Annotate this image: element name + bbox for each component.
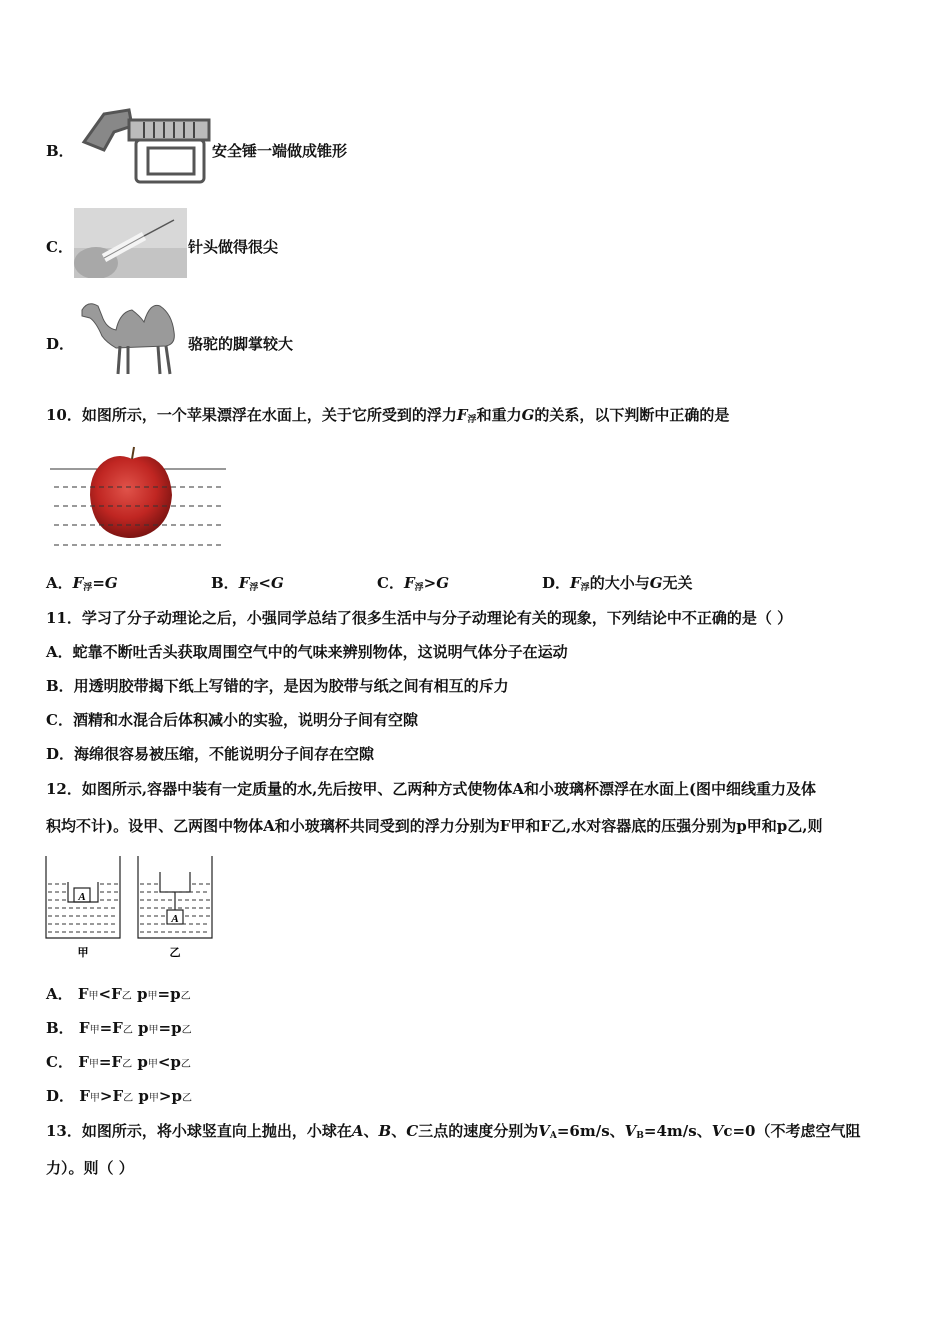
- q11-option-b[interactable]: B．用透明胶带揭下纸上写错的字，是因为胶带与纸之间有相互的斥力: [46, 677, 509, 695]
- q12-option-d-s2: 乙: [123, 1093, 134, 1104]
- q10-option-a-f: F: [72, 574, 84, 592]
- q12-label-a-jia: A: [78, 891, 86, 903]
- q10-option-b-f: F: [238, 574, 250, 592]
- q12-option-d-s1: 甲: [89, 1093, 100, 1104]
- q12-option-b-f2: F: [112, 1019, 123, 1037]
- q12-option-c-p2: p: [170, 1053, 181, 1071]
- q12-option-c-p1: p: [137, 1053, 148, 1071]
- q12-option-c-letter: C．: [46, 1053, 73, 1071]
- q13-stem-line2: 力）。则（ ）: [46, 1159, 134, 1177]
- q12-option-d-f2: F: [112, 1087, 124, 1105]
- q13-line1-a: 13．如图所示，将小球竖直向上抛出，小球在: [46, 1122, 352, 1140]
- q12-option-c[interactable]: [46, 1051, 191, 1072]
- q10-option-d-g: G: [649, 574, 663, 592]
- q12-option-a-s3: 甲: [147, 991, 158, 1002]
- q12-option-a-p1: p: [137, 985, 148, 1003]
- q10-option-b-g: G: [270, 574, 284, 592]
- q10-option-c-sym: >: [423, 574, 437, 592]
- q13-point-a: A: [351, 1122, 364, 1140]
- q13-va-val: =6m/s、: [556, 1122, 625, 1140]
- q12-option-d-p1: p: [138, 1087, 149, 1105]
- q9-option-d-text: 骆驼的脚掌较大: [188, 335, 294, 353]
- q12-option-c-f2: F: [111, 1053, 123, 1071]
- q13-line1-b: 三点的速度分别为: [418, 1122, 539, 1140]
- q12-stem-line2: 积均不计)。设甲、乙两图中物体A和小玻璃杯共同受到的浮力分别为F甲和F乙,水对容器底的压强分别为p甲和p乙,则: [46, 817, 823, 835]
- q10-option-c-sub: 浮: [414, 583, 424, 593]
- q10-option-c-g: G: [436, 574, 450, 592]
- q13-point-b: B: [378, 1122, 392, 1140]
- q10-option-d-rest-a: 的大小与: [589, 574, 650, 592]
- q10-option-c-letter: C．: [377, 574, 404, 592]
- q13-vc-val: c=0（不考虑空气阻: [723, 1122, 861, 1140]
- q12-option-a-s4: 乙: [180, 991, 191, 1002]
- q12-option-c-s3: 甲: [147, 1059, 158, 1070]
- q12-option-a-op2: =: [157, 985, 171, 1003]
- q12-option-c-f1: F: [78, 1053, 89, 1071]
- q10-stem-part-c: 的关系，以下判断中正确的是: [534, 406, 730, 424]
- q12-option-b-p1: p: [138, 1019, 149, 1037]
- q13-vc: V: [711, 1122, 724, 1140]
- q12-option-b-op2: =: [158, 1019, 172, 1037]
- q11-option-a[interactable]: A．蛇靠不断吐舌头获取周围空气中的气味来辨别物体，这说明气体分子在运动: [46, 643, 568, 661]
- q10-f: F: [456, 406, 468, 424]
- q10-option-b-sub: 浮: [249, 583, 259, 593]
- q12-option-c-op2: <: [157, 1053, 171, 1071]
- q10-option-a-sym: =: [92, 574, 105, 592]
- q12-option-b-s4: 乙: [181, 1025, 192, 1036]
- q12-option-d-s4: 乙: [181, 1093, 192, 1104]
- q12-option-c-s4: 乙: [180, 1059, 191, 1070]
- q10-option-d-letter: D．: [542, 574, 571, 592]
- q12-option-a-f2: F: [111, 985, 122, 1003]
- q10-option-d-sub: 浮: [580, 583, 590, 593]
- q10-option-b-letter: B．: [211, 574, 239, 592]
- q12-option-c-op1: =: [98, 1053, 112, 1071]
- q9-option-c-letter: C．: [46, 238, 73, 256]
- q12-option-a-s2: 乙: [121, 991, 132, 1002]
- q12-option-d-p2: p: [171, 1087, 182, 1105]
- q10-option-a[interactable]: [46, 572, 118, 593]
- q12-option-d-op1: >: [99, 1087, 113, 1105]
- q12-label-a-yi: A: [171, 913, 179, 925]
- q12-option-a-p2: p: [170, 985, 181, 1003]
- q10-fu: 浮: [467, 415, 477, 425]
- q12-option-d[interactable]: [46, 1085, 192, 1106]
- q10-option-b-sym: <: [258, 574, 271, 592]
- q12-option-b[interactable]: [46, 1017, 192, 1038]
- q10-option-c-f: F: [403, 574, 415, 592]
- q11-option-d[interactable]: D．海绵很容易被压缩，不能说明分子间存在空隙: [46, 745, 375, 763]
- q11-stem: 11．学习了分子动理论之后，小强同学总结了很多生活中与分子动理论有关的现象，下列结论中不正确的是（ ）: [46, 609, 793, 627]
- q10-g: G: [521, 406, 535, 424]
- q13-stem-line1: [46, 1120, 861, 1141]
- q12-option-c-s1: 甲: [88, 1059, 99, 1070]
- q12-option-a-f1: F: [77, 985, 89, 1003]
- q12-label-jia: 甲: [77, 946, 89, 959]
- q12-option-b-letter: B．: [46, 1019, 74, 1037]
- syringe-icon: [74, 208, 187, 278]
- q10-option-b[interactable]: [211, 572, 284, 593]
- q13-vb-sub: B: [636, 1131, 644, 1141]
- safety-hammer-icon: [74, 102, 214, 192]
- q12-option-b-s1: 甲: [89, 1025, 100, 1036]
- q10-stem-part-b: 和重力: [476, 406, 522, 424]
- q10-stem: [46, 404, 729, 425]
- q12-option-a-letter: A．: [46, 985, 73, 1003]
- q10-stem-part-a: 10．如图所示，一个苹果漂浮在水面上，关于它所受到的浮力: [46, 406, 457, 424]
- q10-option-d[interactable]: [542, 572, 693, 593]
- q13-vb: V: [624, 1122, 637, 1140]
- q11-option-c[interactable]: C．酒精和水混合后体积减小的实验，说明分子间有空隙: [46, 711, 418, 729]
- q12-option-c-s2: 乙: [122, 1059, 133, 1070]
- q12-option-b-f1: F: [78, 1019, 90, 1037]
- q9-option-b-letter: B．: [46, 142, 74, 160]
- q12-option-d-f1: F: [79, 1087, 90, 1105]
- q10-option-c[interactable]: [377, 572, 449, 593]
- camel-icon: [76, 292, 184, 378]
- q12-option-a-op1: <: [98, 985, 112, 1003]
- q12-option-b-op1: =: [99, 1019, 113, 1037]
- q9-option-b-text: 安全锤一端做成锥形: [212, 142, 348, 160]
- q12-stem-line1: 12．如图所示,容器中装有一定质量的水,先后按甲、乙两种方式使物体A和小玻璃杯漂浮在水面上(图中细线重力及体: [46, 780, 817, 798]
- q10-option-d-f: F: [570, 574, 581, 592]
- q12-option-a-s1: 甲: [88, 991, 99, 1002]
- q12-option-b-s2: 乙: [122, 1025, 133, 1036]
- q10-option-d-rest-b: 无关: [662, 574, 693, 592]
- q13-sep-2: 、: [391, 1122, 407, 1140]
- q13-va: V: [538, 1122, 550, 1140]
- q10-option-a-g: G: [104, 574, 118, 592]
- q12-option-d-letter: D．: [46, 1087, 75, 1105]
- q13-sep-1: 、: [363, 1122, 379, 1140]
- q9-option-d-letter: D．: [46, 335, 75, 353]
- q12-option-b-p2: p: [171, 1019, 182, 1037]
- q12-option-a[interactable]: [46, 983, 191, 1004]
- q10-option-a-sub: 浮: [83, 583, 93, 593]
- q12-label-yi: 乙: [169, 946, 181, 959]
- q12-containers-figure: [44, 854, 216, 964]
- q12-option-d-op2: >: [158, 1087, 172, 1105]
- q10-option-a-letter: A．: [46, 574, 73, 592]
- q12-option-b-s3: 甲: [148, 1025, 159, 1036]
- q13-point-c: C: [406, 1122, 419, 1140]
- floating-apple-figure: [50, 445, 226, 555]
- q12-option-d-s3: 甲: [148, 1093, 159, 1104]
- q13-va-sub: A: [549, 1131, 557, 1141]
- q9-option-c-text: 针头做得很尖: [188, 238, 279, 256]
- q13-vb-val: =4m/s、: [643, 1122, 712, 1140]
